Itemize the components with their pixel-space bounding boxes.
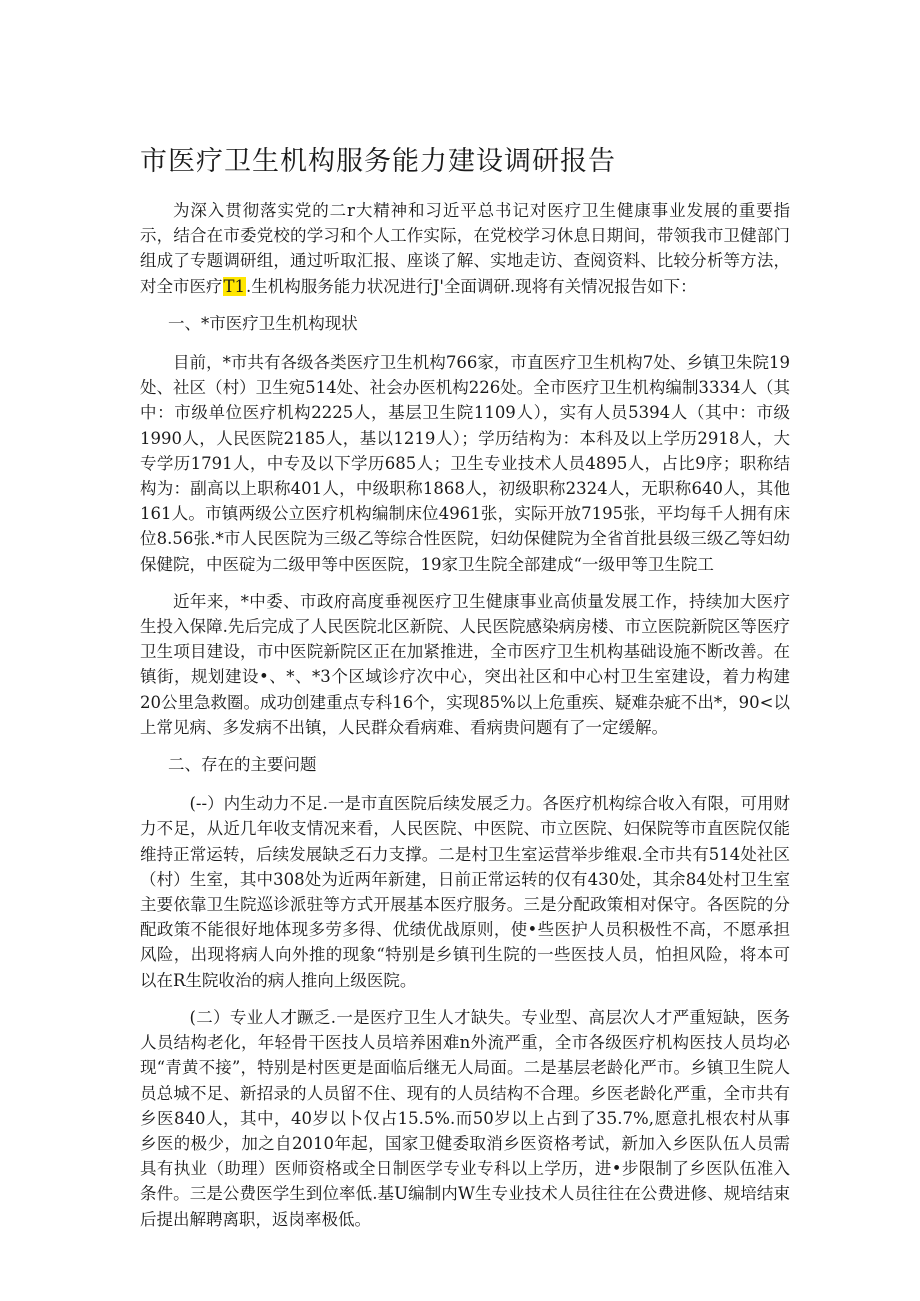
page-title: 市医疗卫生机构服务能力建设调研报告 <box>140 146 616 177</box>
document-body <box>140 198 790 1244</box>
intro-paragraph <box>140 198 790 299</box>
intro-text-end: .生机构服务能力状况进行J'全面调研.现将有关情况报告如下： <box>246 276 697 296</box>
problems-paragraph-1: (--）内生动力不足.一是市直医院后续发展乏力。各医疗机构综合收入有限，可用财力不足，从近几年收支情况来看，人民医院、中医院、市立医院、妇保院等市直医院仅能维持正常运转，后续发展缺乏石力支撑。二是村卫生室运营举步维艰.全市共有514处社区（村）生室，其中308处为近两年新建，日前正常运转的仅有430处，其余84处村卫生室主要依靠卫生院巡诊派驻等方式开展基本医疗服务。三是分配政策相对保守。各医院的分配政策不能很好地体现多劳多得、优绩优战原则，使•些医护人员积极性不高，不愿承担风险，出现将病人向外推的现象“特别是乡镇刊生院的一些医技人员，怕担风险，将本可以在R生院收治的病人推向上级医院。 <box>140 794 790 990</box>
section-heading-status: 一、*市医疗卫生机构现状 <box>168 313 358 333</box>
highlighted-text: T1 <box>223 276 246 296</box>
status-paragraph-1: 目前，*市共有各级各类医疗卫生机构766家，市直医疗卫生机构7处、乡镇卫朱院19处、社区（村）卫生宛514处、社会办医机构226处。全市医疗卫生机构编制3334人（其中：市级单位医疗机构2225人，基层卫生院1109人），实有人员5394人（其中：市级1990人，人民医院2185人，基以1219人）；学历结构为：本科及以上学历2918人，大专学历1791人，中专及以下学历685人；卫生专业技术人员4895人，占比9序；职称结构为：副高以上职称401人，中级职称1868人，初级职称2324人，无职称640人，其他161人。市镇两级公立医疗机构编制床位4961张，实际开放7195张，平均每千人拥有床位8.56张.*市人民医院为三级乙等综合性医院，妇幼保健院为全省首批县级三级乙等妇幼保健院，中医碇为二级甲等中医医院，19家卫生院全部建成“一级甲等卫生院工 <box>140 353 790 574</box>
section-heading-problems: 二、存在的主要问题 <box>168 755 317 775</box>
intro-text-start: 为深入贯彻落实党的二r大精神和习近平总书记对医疗卫生健康事业发展的重要指示，结合在市委党校的学习和个人工作实际，在党校学习休息日期间，带领我市卫健部门组成了专题调研组，通过听取汇报、座谈了解、实地走访、查阅资料、比较分析等方法，对全市医疗 <box>140 201 790 296</box>
status-paragraph-2: 近年来，*中委、市政府高度垂视医疗卫生健康事业高侦量发展工作，持续加大医疗生投入保障.先后完成了人民医院北区新院、人民医院感染病房楼、市立医院新院区等医疗卫生项目建设，市中医院新院区正在加紧推进，全市医疗卫生机构基础设施不断改善。在镇街，规划建设•、*、*3个区域诊疗次中心，突出社区和中心村卫生室建设，着力构建20公里急救圈。成功创建重点专科16个，实现85%以上危重疾、疑难杂疵不出*，90<以上常见病、多发病不出镇，人民群众看病难、看病贵问题有了一定缓解。 <box>140 591 790 737</box>
problems-paragraph-2: (二）专业人才蹶乏.一是医疗卫生人才缺失。专业型、高层次人才严重短缺，医务人员结构老化，年轻骨干医技人员培养困难n外流严重，全市各级医疗机构医技人员均必现“青黄不接”，特别是村医更是面临后继无人局面。二是基层老龄化严市。乡镇卫生院人员总城不足、新招录的人员留不住、现有的人员结构不合理。乡医老龄化严重，全市共有乡医840人，其中，40岁以卜仅占15.5%.而50岁以上占到了35.7%,愿意扎根农村从事乡医的极少，加之自2010年起，国家卫健委取消乡医资格考试，新加入乡医队伍人员需具有执业（助理）医师资格或全日制医学专业专科以上学历，进•步限制了乡医队伍准入条件。三是公费医学生到位率低.基U编制内W生专业技术人员往往在公费进修、规培结束后提出解聘离职，返岗率极低。 <box>140 1007 790 1229</box>
